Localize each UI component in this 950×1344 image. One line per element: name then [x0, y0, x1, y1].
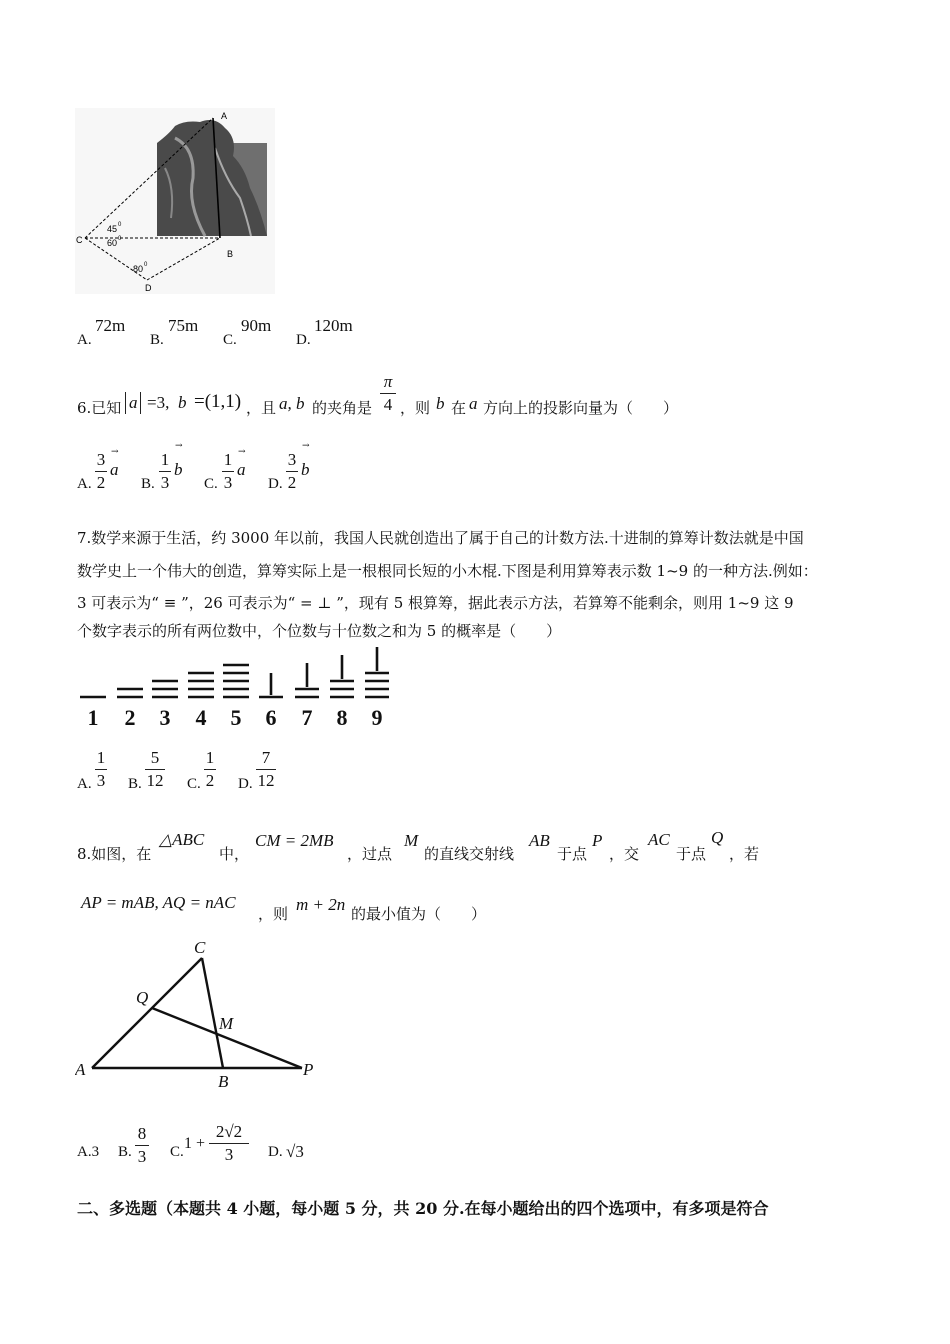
- q8-b-den: 3: [137, 1147, 147, 1166]
- q8-option-d-letter[interactable]: D.: [268, 1144, 283, 1160]
- q6-option-d-letter[interactable]: D.: [268, 476, 283, 492]
- q7-option-a-letter[interactable]: A.: [77, 776, 92, 792]
- fig-label-m: M: [219, 1014, 234, 1033]
- vector-arrow-icon: →: [111, 447, 119, 457]
- q6-d-vec: b: [301, 460, 310, 479]
- q8-q: Q: [711, 828, 724, 847]
- q6-b: b: [178, 393, 187, 412]
- q8-ab: AB: [529, 831, 550, 850]
- q5-option-b-letter[interactable]: B.: [150, 332, 164, 348]
- rod-digit-5: 5: [230, 705, 242, 730]
- vector-arrow-icon: →: [175, 441, 183, 451]
- q6-option-c-letter[interactable]: C.: [204, 476, 218, 492]
- q6-mid4: 在: [451, 399, 467, 417]
- q5-option-d-letter[interactable]: D.: [296, 332, 311, 348]
- q6-d-num: 3: [287, 450, 297, 469]
- mountain-figure: [75, 108, 275, 294]
- q7-d-num: 7: [261, 748, 271, 767]
- q6-mid1: ，且: [246, 399, 277, 417]
- q8-p1: 8.如图，在: [77, 845, 152, 863]
- label-c: C: [76, 235, 83, 245]
- label-d: D: [145, 283, 152, 293]
- q8-c-num: 2√2: [215, 1122, 243, 1141]
- q8-p7: 于点: [676, 845, 707, 863]
- q7-a-num: 1: [96, 748, 106, 767]
- q6-c-vec: a: [237, 460, 246, 479]
- q7-line-1: 7.数学来源于生活，约 3000 年以前，我国人民就创造出了属于自己的计数方法.十进制的算筹计数法就是中国: [77, 529, 804, 547]
- rod-digit-2: 2: [124, 705, 136, 730]
- q8-ac: AC: [648, 830, 670, 849]
- q8-p4: 的直线交射线: [424, 845, 515, 863]
- q8-p6: ，交: [609, 845, 640, 863]
- deg-3: 0: [144, 262, 148, 268]
- q8-option-c-letter[interactable]: C.: [170, 1144, 184, 1160]
- q8-option-b-letter[interactable]: B.: [118, 1144, 132, 1160]
- q5-option-c-value: 90m: [241, 316, 272, 335]
- q8-m: M: [404, 831, 419, 850]
- q7-b-den: 12: [146, 771, 164, 790]
- q7-line-3: 3 可表示为“ ≡ ”，26 可表示为“ = ⊥ ”，现有 5 根算筹，据此表示方法，若算筹不能剩余，则用 1~9 这 9: [77, 594, 794, 612]
- q7-d-den: 12: [257, 771, 275, 790]
- q6-c-den: 3: [223, 473, 233, 492]
- q6-b-num: 1: [160, 450, 170, 469]
- counting-rods-figure: [75, 645, 395, 730]
- q6-b2: b: [436, 394, 445, 413]
- rod-digit-6: 6: [265, 705, 277, 730]
- q6-four: 4: [383, 395, 393, 414]
- rod-digit-8: 8: [336, 705, 348, 730]
- q6-b-vec: b: [174, 460, 183, 479]
- q6-mid2: 的夹角是: [312, 399, 373, 417]
- q8-p8: ，若: [729, 845, 760, 863]
- q6-abs-a: a: [129, 393, 138, 412]
- fig-label-p: P: [303, 1060, 314, 1079]
- q6-a-den: 2: [96, 473, 106, 492]
- fig-label-c: C: [194, 938, 206, 957]
- q6-prefix: 6.已知: [77, 399, 122, 417]
- q5-option-b-value: 75m: [168, 316, 199, 335]
- q8-p9: ，则: [258, 905, 289, 923]
- fig-label-a: A: [75, 1060, 86, 1079]
- q8-b-num: 8: [137, 1124, 147, 1143]
- q7-a-den: 3: [96, 771, 106, 790]
- q7-line-4: 个数字表示的所有两位数中，个位数与十位数之和为 5 的概率是（ ）: [77, 622, 562, 640]
- q8-p2: 中，: [219, 845, 250, 863]
- q5-option-a-value: 72m: [95, 316, 126, 335]
- q7-line-2: 数学史上一个伟大的创造，算筹实际上是一根根同长短的小木棍.下图是利用算筹表示数 1~9 的一种方法.例如：: [77, 562, 818, 580]
- q7-b-num: 5: [150, 748, 160, 767]
- angle-80: 80: [133, 264, 144, 274]
- q6-ab: a, b: [279, 394, 305, 413]
- q6-eq2: =(1,1): [194, 391, 242, 412]
- q6-a-num: 3: [96, 450, 106, 469]
- q8-c-den: 3: [224, 1145, 234, 1164]
- angle-45: 45: [107, 224, 118, 234]
- deg-1: 0: [118, 222, 122, 228]
- q6-option-a-letter[interactable]: A.: [77, 476, 92, 492]
- deg-2: 0: [118, 236, 122, 242]
- q8-p5: 于点: [557, 845, 588, 863]
- q6-d-den: 2: [287, 473, 297, 492]
- q8-condition: AP = mAB, AQ = nAC: [81, 893, 236, 912]
- triangle-figure: [75, 935, 325, 1095]
- q5-option-d-value: 120m: [314, 316, 353, 335]
- vector-arrow-icon: →: [238, 447, 246, 457]
- rod-digit-7: 7: [301, 705, 313, 730]
- q8-p: P: [592, 831, 603, 850]
- q7-c-num: 1: [205, 748, 215, 767]
- q8-option-a[interactable]: A.3: [77, 1144, 100, 1160]
- q5-option-c-letter[interactable]: C.: [223, 332, 237, 348]
- q8-p3: ，过点: [347, 845, 393, 863]
- label-b: B: [227, 249, 234, 259]
- q8-expr: m + 2n: [296, 895, 346, 914]
- q7-option-c-letter[interactable]: C.: [187, 776, 201, 792]
- q7-c-den: 2: [205, 771, 215, 790]
- q5-option-a-letter[interactable]: A.: [77, 332, 92, 348]
- rod-digit-9: 9: [371, 705, 383, 730]
- q6-a2: a: [469, 394, 478, 413]
- q8-c-one: 1 +: [184, 1135, 206, 1152]
- vector-arrow-icon: →: [302, 441, 310, 451]
- q7-option-d-letter[interactable]: D.: [238, 776, 253, 792]
- q6-mid3: ，则: [400, 399, 431, 417]
- angle-60: 60: [107, 238, 118, 248]
- rod-digit-3: 3: [159, 705, 171, 730]
- q8-p10: 的最小值为（ ）: [351, 905, 487, 923]
- section-2-heading: 二、多选题（本题共 4 小题，每小题 5 分，共 20 分.在每小题给出的四个选项中，有多项是符合: [77, 1199, 769, 1218]
- q8-triangle: △ABC: [159, 830, 205, 849]
- q6-tail: 方向上的投影向量为（ ）: [483, 399, 679, 417]
- fig-label-q: Q: [136, 988, 149, 1007]
- rod-digit-4: 4: [195, 705, 207, 730]
- q6-c-num: 1: [223, 450, 233, 469]
- q6-a-vec: a: [110, 460, 119, 479]
- fig-label-b: B: [218, 1072, 229, 1091]
- q6-option-b-letter[interactable]: B.: [141, 476, 155, 492]
- q8-cm: CM = 2MB: [255, 831, 334, 850]
- q6-b-den: 3: [160, 473, 170, 492]
- q6-eq1: =3,: [147, 393, 170, 412]
- rod-digit-1: 1: [87, 705, 99, 730]
- q7-option-b-letter[interactable]: B.: [128, 776, 142, 792]
- q6-pi: π: [383, 372, 393, 391]
- q8-d-value: √3: [286, 1142, 304, 1161]
- label-a: A: [221, 111, 228, 121]
